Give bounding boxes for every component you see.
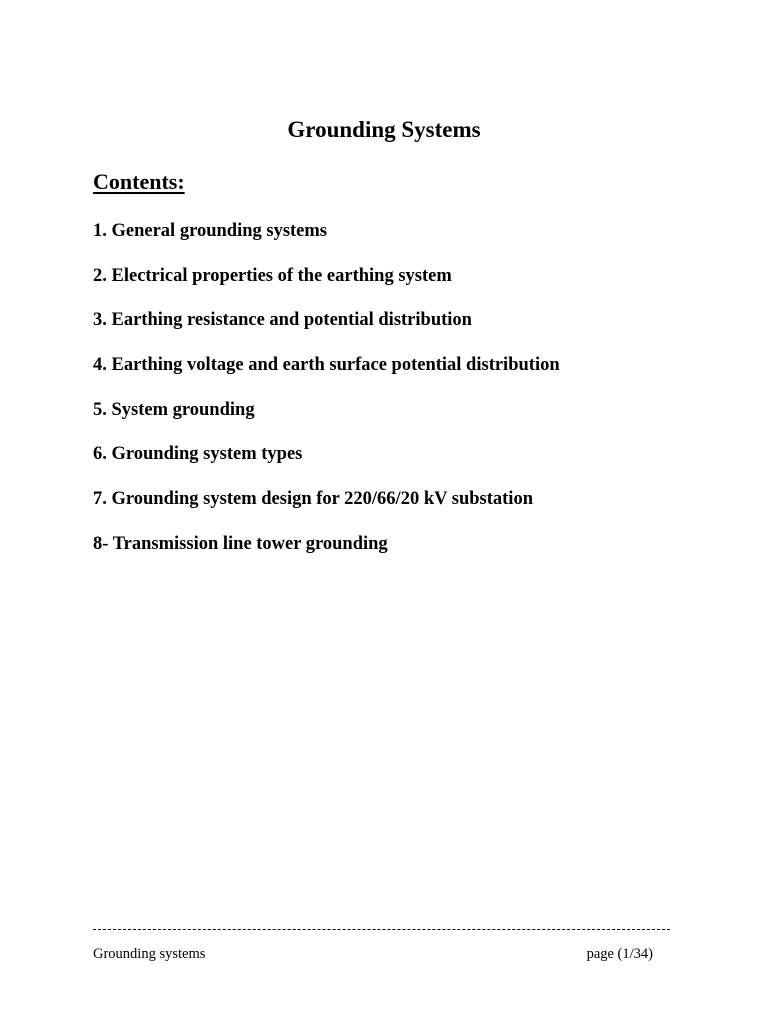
toc-item: 2. Electrical properties of the earthing system [93,265,452,286]
toc-item: 7. Grounding system design for 220/66/20 kV substation [93,489,533,510]
table-of-contents [93,219,560,577]
toc-item: 8- Transmission line tower grounding [93,533,388,554]
toc-item: 4. Earthing voltage and earth surface potential distribution [93,355,560,376]
toc-item: 5. System grounding [93,399,255,420]
toc-item: 1. General grounding systems [93,221,328,241]
footer-document-name: Grounding systems [93,946,206,962]
footer-divider [93,929,670,930]
document-title: Grounding Systems [287,117,481,142]
toc-item: 3. Earthing resistance and potential distribution [93,310,472,331]
toc-item: 6. Grounding system types [93,444,303,465]
contents-heading: Contents: [93,169,185,194]
footer-page-number: page (1/34) [586,946,653,962]
